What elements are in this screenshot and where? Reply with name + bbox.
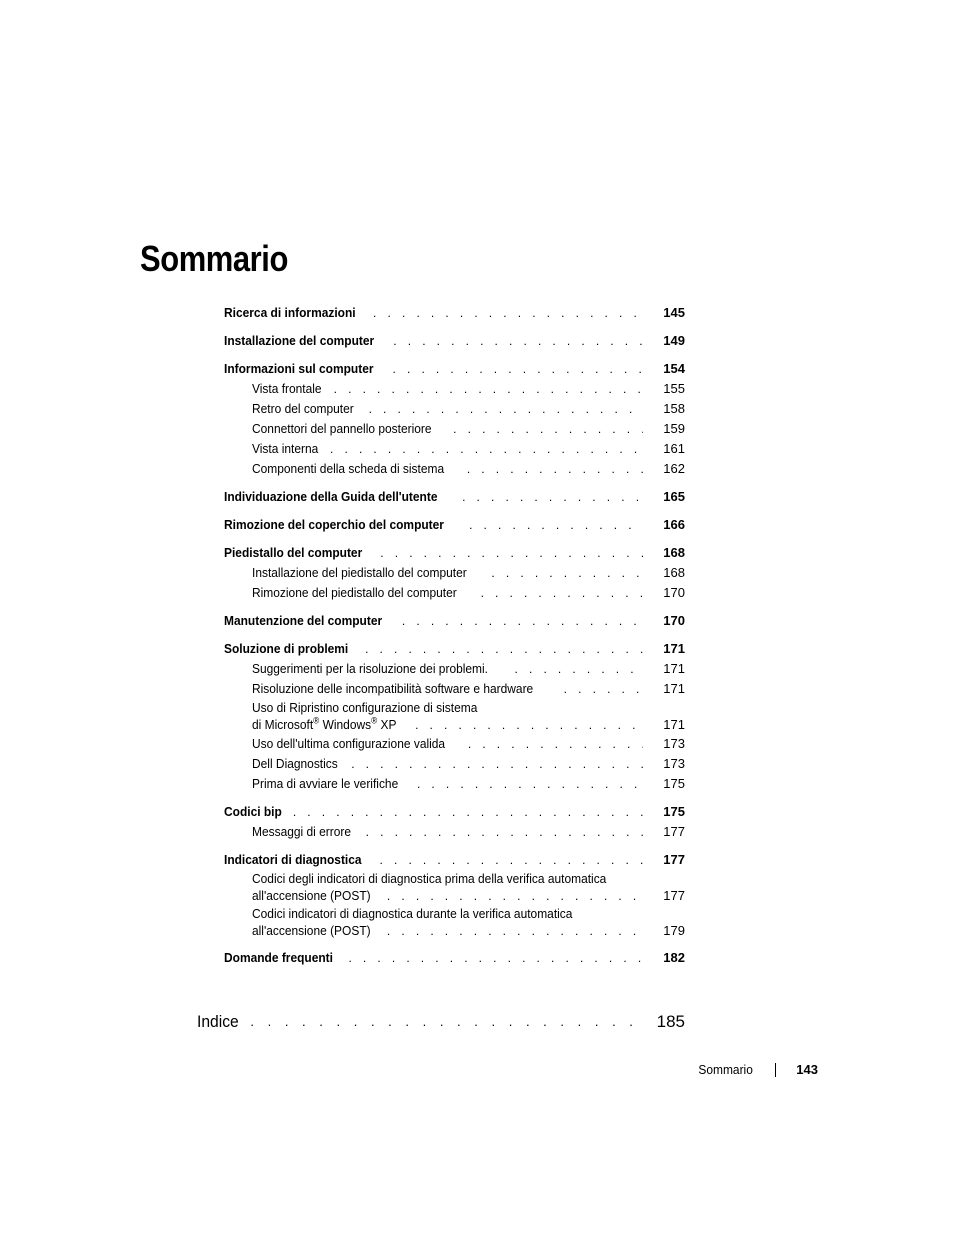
toc-entry-title: Individuazione della Guida dell'utente xyxy=(224,489,438,504)
toc-entry-title: Installazione del computer xyxy=(224,333,375,348)
toc-entry[interactable] xyxy=(224,611,685,631)
dot-leader xyxy=(469,515,643,535)
toc-entry[interactable] xyxy=(224,515,685,535)
toc-entry[interactable] xyxy=(224,487,685,507)
toc-subentry[interactable] xyxy=(252,563,685,583)
toc-entry-title: Installazione del piedistallo del computer xyxy=(252,565,467,580)
toc-subentry[interactable] xyxy=(252,659,685,679)
toc-entry-title: Codici bip xyxy=(224,804,282,819)
toc-subentry[interactable] xyxy=(252,774,685,794)
toc-entry-title-line1: Codici indicatori di diagnostica durante la verifica automatica xyxy=(252,906,573,921)
toc-subentry[interactable] xyxy=(252,734,685,754)
toc-entry-title: Retro del computer xyxy=(252,401,354,416)
toc-subentry[interactable] xyxy=(252,379,685,399)
dot-leader xyxy=(293,802,643,822)
dot-leader xyxy=(348,948,643,968)
toc-entry-title: Rimozione del coperchio del computer xyxy=(224,517,444,532)
dot-leader xyxy=(564,679,644,699)
toc-entry-title-part: di Microsoft xyxy=(252,717,314,732)
toc-subentry[interactable] xyxy=(252,399,685,419)
dot-leader xyxy=(387,887,643,905)
toc-index-title: Indice xyxy=(197,1012,239,1031)
toc-entry-title: Vista frontale xyxy=(252,381,322,396)
toc-entry-title: Componenti della scheda di sistema xyxy=(252,461,445,476)
registered-mark: ® xyxy=(371,715,378,726)
toc-entry[interactable] xyxy=(224,331,685,351)
toc-entry-title-line2: all'accensione (POST) xyxy=(252,888,371,903)
toc-index-entry[interactable] xyxy=(197,1010,685,1034)
dot-leader xyxy=(467,459,643,479)
dot-leader xyxy=(491,563,643,583)
toc-entry-page: 173 xyxy=(663,756,685,771)
dot-leader xyxy=(415,716,643,734)
dot-leader xyxy=(351,754,643,774)
page-footer xyxy=(696,1062,818,1077)
dot-leader xyxy=(387,922,643,940)
toc-entry-page: 154 xyxy=(663,361,685,376)
dot-leader xyxy=(417,774,643,794)
toc-entry-page: 166 xyxy=(663,517,685,532)
toc-entry-page: 177 xyxy=(663,888,685,903)
dot-leader xyxy=(250,1010,642,1034)
toc-entry-page: 179 xyxy=(663,923,685,938)
dot-leader xyxy=(369,399,644,419)
toc-entry-title-part: XP xyxy=(377,717,397,732)
dot-leader xyxy=(365,639,643,659)
footer-label: Sommario xyxy=(698,1062,753,1077)
toc-entry-page: 155 xyxy=(663,381,685,396)
toc-entry-page: 159 xyxy=(663,421,685,436)
toc-subentry[interactable] xyxy=(252,754,685,774)
toc-entry-title: Prima di avviare le verifiche xyxy=(252,776,399,791)
toc-entry-title: Vista interna xyxy=(252,441,319,456)
toc-entry-page: 158 xyxy=(663,401,685,416)
toc-entry[interactable] xyxy=(224,359,685,379)
toc-subentry[interactable] xyxy=(252,870,685,905)
footer-divider xyxy=(775,1063,776,1077)
toc-subentry[interactable] xyxy=(252,699,685,734)
toc-subentry[interactable] xyxy=(252,822,685,842)
toc-entry-title: Uso dell'ultima configurazione valida xyxy=(252,736,446,751)
toc-entry-title: Informazioni sul computer xyxy=(224,361,374,376)
toc-entry-title-line2: all'accensione (POST) xyxy=(252,923,371,938)
toc-entry-title: Connettori del pannello posteriore xyxy=(252,421,432,436)
toc-entry-page: 175 xyxy=(663,776,685,791)
toc-subentry[interactable] xyxy=(252,679,685,699)
toc-subentry[interactable] xyxy=(252,419,685,439)
toc-entry-title: Domande frequenti xyxy=(224,950,333,965)
toc-entry-title: Ricerca di informazioni xyxy=(224,305,356,320)
toc-subentry[interactable] xyxy=(252,459,685,479)
toc-entry[interactable] xyxy=(224,303,685,323)
toc-subentry[interactable] xyxy=(252,439,685,459)
toc-entry-page: 162 xyxy=(663,461,685,476)
dot-leader xyxy=(468,734,643,754)
toc-entry-title-line1: Codici degli indicatori di diagnostica prima della verifica automatica xyxy=(252,871,607,886)
toc-entry-title: Indicatori di diagnostica xyxy=(224,852,362,867)
toc-entry-page: 171 xyxy=(663,641,685,656)
toc-entry-page: 177 xyxy=(663,852,685,867)
page-number: 143 xyxy=(796,1062,818,1077)
toc-entry-page: 168 xyxy=(663,545,685,560)
toc-entry[interactable] xyxy=(224,639,685,659)
toc-entry-title: Piedistallo del computer xyxy=(224,545,363,560)
toc-entry-page: 149 xyxy=(663,333,685,348)
dot-leader xyxy=(402,611,643,631)
toc-entry-title: Suggerimenti per la risoluzione dei problemi. xyxy=(252,661,489,676)
toc-entry-page: 171 xyxy=(663,717,685,732)
toc-entry-title: Rimozione del piedistallo del computer xyxy=(252,585,457,600)
toc-entry-page: 171 xyxy=(663,661,685,676)
dot-leader xyxy=(366,822,644,842)
toc-entry-page: 175 xyxy=(663,804,685,819)
toc-entry-page: 145 xyxy=(663,305,685,320)
toc-entry-title-part: Windows xyxy=(319,717,372,732)
toc-entry-page: 177 xyxy=(663,824,685,839)
dot-leader xyxy=(330,439,643,459)
dot-leader xyxy=(481,583,644,603)
registered-mark: ® xyxy=(313,715,320,726)
toc-entry[interactable] xyxy=(224,802,685,822)
toc-entry-page: 161 xyxy=(663,441,685,456)
toc-entry[interactable] xyxy=(224,948,685,968)
dot-leader xyxy=(380,850,644,870)
dot-leader xyxy=(334,379,644,399)
toc-subentry[interactable] xyxy=(252,583,685,603)
dot-leader xyxy=(462,487,643,507)
toc-entry-page: 173 xyxy=(663,736,685,751)
dot-leader xyxy=(393,359,644,379)
toc-entry-title: Risoluzione delle incompatibilità software e hardware xyxy=(252,681,534,696)
page-title: Sommario xyxy=(140,238,288,280)
dot-leader xyxy=(453,419,643,439)
toc-entry-page: 182 xyxy=(663,950,685,965)
toc-entry-page: 168 xyxy=(663,565,685,580)
dot-leader xyxy=(393,331,643,351)
dot-leader xyxy=(515,659,644,679)
toc-entry-page: 170 xyxy=(663,585,685,600)
toc-subentry[interactable] xyxy=(252,905,685,940)
toc-entry-title: Dell Diagnostics xyxy=(252,756,338,771)
toc-entry-page: 165 xyxy=(663,489,685,504)
toc-entry-title-line1: Uso di Ripristino configurazione di sistema xyxy=(252,700,478,715)
dot-leader xyxy=(373,303,643,323)
toc-entry-title: Manutenzione del computer xyxy=(224,613,383,628)
toc-entry-title-line2 xyxy=(252,716,397,734)
toc-entry-title: Soluzione di problemi xyxy=(224,641,349,656)
dot-leader xyxy=(380,543,643,563)
toc-entry-page: 170 xyxy=(663,613,685,628)
table-of-contents xyxy=(224,303,685,968)
toc-entry-title: Messaggi di errore xyxy=(252,824,352,839)
toc-entry[interactable] xyxy=(224,850,685,870)
toc-entry[interactable] xyxy=(224,543,685,563)
toc-index-page: 185 xyxy=(656,1012,685,1031)
toc-entry-page: 171 xyxy=(663,681,685,696)
